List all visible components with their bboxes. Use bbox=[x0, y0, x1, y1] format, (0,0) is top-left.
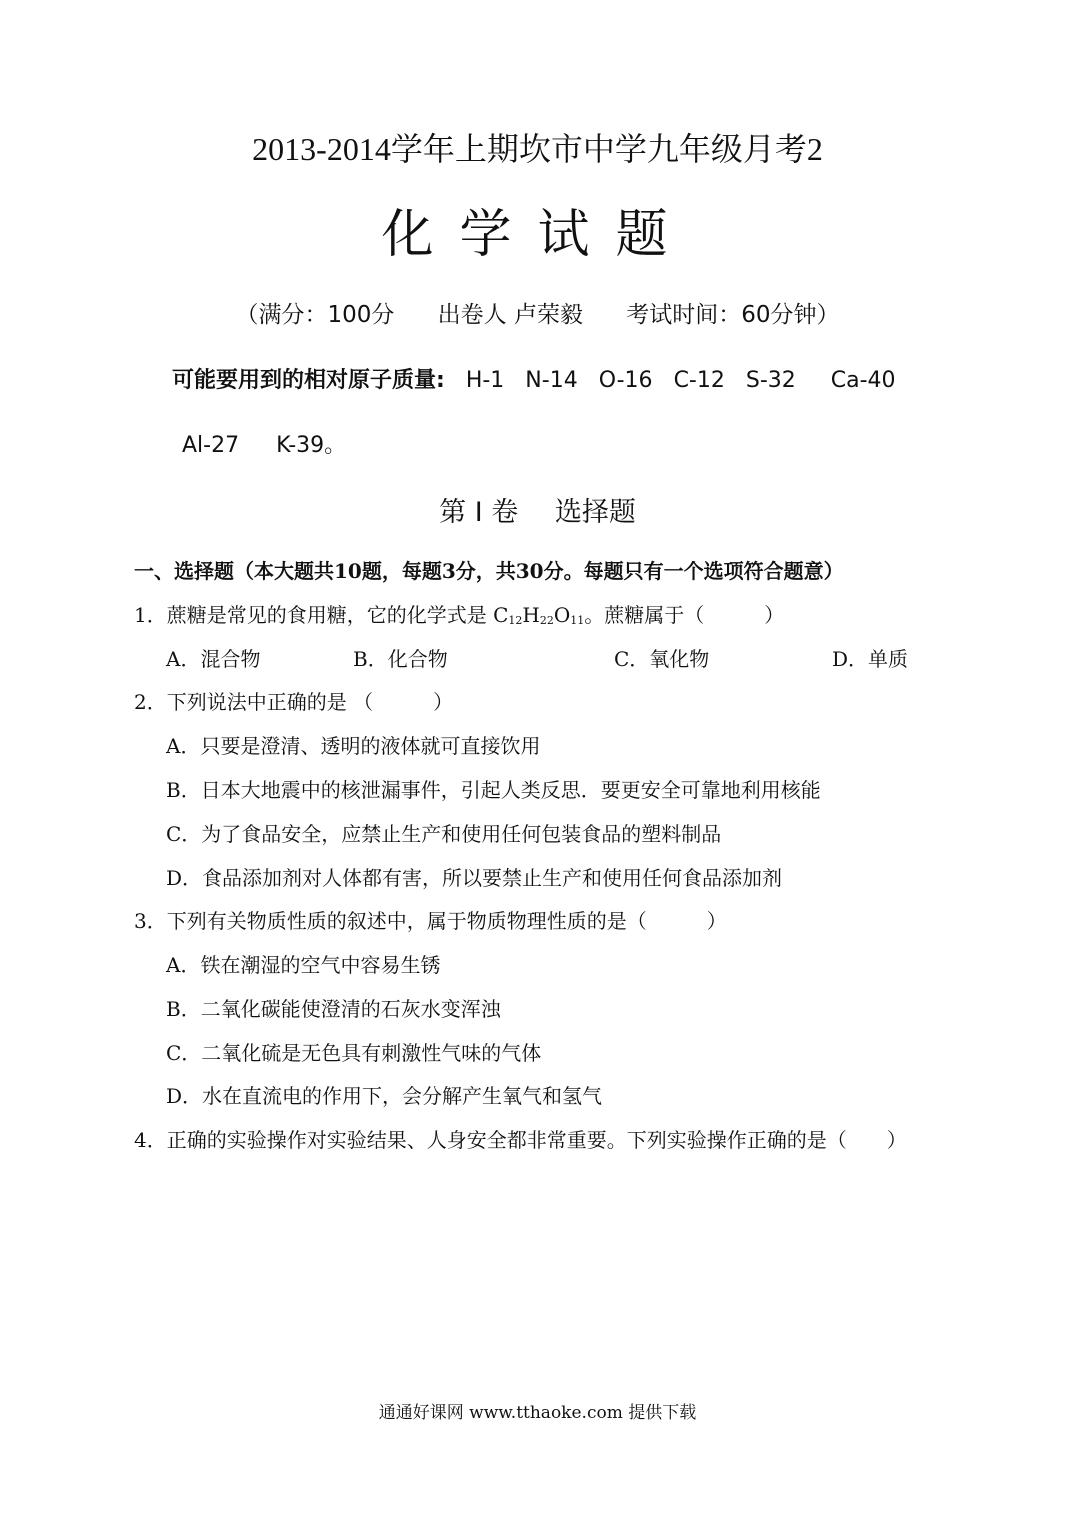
question-3-option-a: A．铁在潮湿的空气中容易生锈 bbox=[166, 953, 441, 977]
question-3-stem: 3．下列有关物质性质的叙述中，属于物质物理性质的是（ ） bbox=[134, 909, 727, 933]
question-2-option-b: B．日本大地震中的核泄漏事件，引起人类反思．要更安全可靠地利用核能 bbox=[166, 778, 821, 802]
atomic-mass-label: 可能要用到的相对原子质量: bbox=[172, 368, 445, 393]
formula-part: H bbox=[522, 603, 540, 627]
author: 出卷人 卢荣毅 bbox=[437, 302, 583, 328]
question-2-option-a: A．只要是澄清、透明的液体就可直接饮用 bbox=[166, 734, 541, 758]
subject-title: 化学试题 bbox=[381, 205, 694, 265]
question-4-stem: 4．正确的实验操作对实验结果、人身安全都非常重要。下列实验操作正确的是（ ） bbox=[134, 1128, 907, 1152]
atomic-mass-item: H-1 bbox=[465, 368, 505, 393]
exam-info bbox=[0, 296, 1075, 329]
section-heading bbox=[0, 490, 1075, 529]
subscript: 12 bbox=[508, 614, 523, 627]
option-c: C．氧化物 bbox=[614, 647, 710, 671]
section-part: 第 I 卷 bbox=[439, 497, 519, 528]
question-2-option-d: D．食品添加剂对人体都有害，所以要禁止生产和使用任何食品添加剂 bbox=[166, 866, 783, 890]
question-1-stem-pre: 1．蔗糖是常见的食用糖，它的化学式是 C bbox=[134, 603, 509, 627]
atomic-mass-item: C-12 bbox=[673, 368, 725, 393]
question-1-options bbox=[166, 643, 926, 673]
option-d: D．单质 bbox=[832, 647, 909, 671]
section-name: 选择题 bbox=[554, 497, 636, 528]
full-score: （满分：100分 bbox=[235, 302, 395, 328]
option-b: B．化合物 bbox=[353, 647, 448, 671]
atomic-mass-item: K-39。 bbox=[276, 433, 347, 458]
question-2-stem: 2．下列说法中正确的是 （ ） bbox=[134, 690, 454, 714]
section-instructions: 一、选择题（本大题共10题，每题3分，共30分。每题只有一个选项符合题意） bbox=[134, 559, 844, 583]
atomic-mass-item: Al-27 bbox=[182, 433, 240, 458]
formula-part: O bbox=[553, 603, 571, 627]
atomic-mass-item: Ca-40 bbox=[830, 368, 896, 393]
question-1-stem-post: 。蔗糖属于（ ） bbox=[584, 603, 785, 627]
question-3-option-c: C．二氧化硫是无色具有刺激性气味的气体 bbox=[166, 1041, 542, 1065]
atomic-mass-item: O-16 bbox=[598, 368, 653, 393]
subscript: 22 bbox=[539, 614, 554, 627]
question-2-option-c: C．为了食品安全，应禁止生产和使用任何包装食品的塑料制品 bbox=[166, 822, 722, 846]
exam-title: 2013-2014学年上期坎市中学九年级月考2 bbox=[252, 131, 823, 167]
question-3-option-d: D．水在直流电的作用下，会分解产生氧气和氢气 bbox=[166, 1084, 603, 1108]
question-1-stem bbox=[134, 599, 784, 628]
exam-time: 考试时间：60分钟） bbox=[626, 302, 840, 328]
atomic-mass-item: N-14 bbox=[525, 368, 578, 393]
atomic-mass-line-1 bbox=[172, 363, 896, 394]
atomic-mass-item: S-32 bbox=[745, 368, 796, 393]
atomic-mass-line-2 bbox=[182, 428, 346, 459]
footer-source: 通通好课网 www.tthaoke.com 提供下载 bbox=[378, 1403, 697, 1423]
question-3-option-b: B．二氧化碳能使澄清的石灰水变浑浊 bbox=[166, 997, 501, 1021]
subscript: 11 bbox=[570, 614, 585, 627]
option-a: A．混合物 bbox=[166, 647, 261, 671]
